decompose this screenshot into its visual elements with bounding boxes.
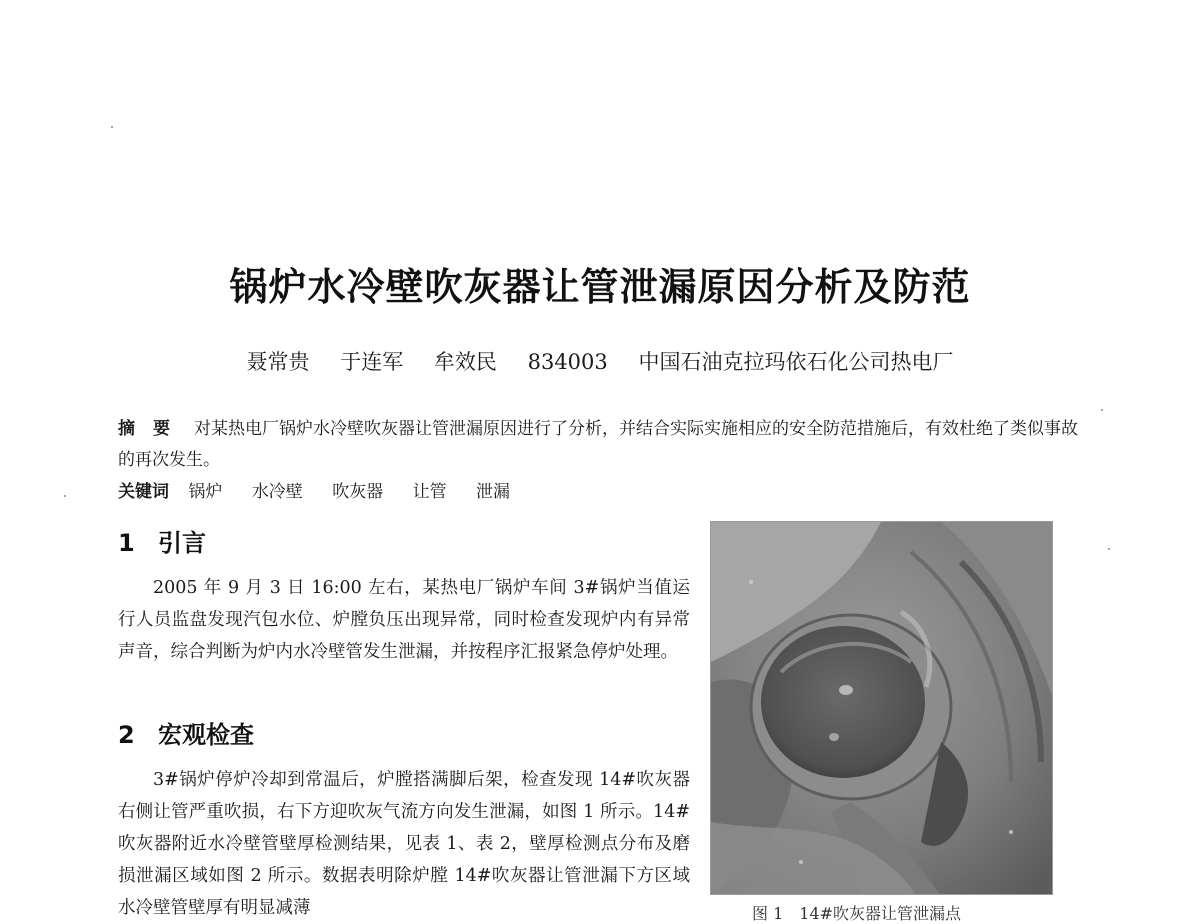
author-name: 聂常贵 [246, 350, 310, 374]
paper-title: 锅炉水冷壁吹灰器让管泄漏原因分析及防范 [229, 265, 971, 309]
author-name: 于连军 [340, 350, 404, 374]
scan-speck [1101, 409, 1103, 411]
author-line [0, 346, 1200, 376]
keyword: 让管 [412, 482, 447, 502]
figure-photo [710, 521, 1053, 895]
keywords-label: 关键词 [118, 482, 169, 502]
section-paragraph: 3#锅炉停炉冷却到常温后，炉膛搭满脚后架，检查发现 14#吹灰器右侧让管严重吹损，右下方迎吹灰气流方向发生泄漏，如图 1 所示。14#吹灰器附近水冷壁管壁厚检测结果，见表 1、表 2，壁厚检测点分布及磨损泄漏区域如图 2 所示。数据表明除炉膛 14#吹灰器让管泄漏下方区域水冷壁管壁厚有明显减薄 [118, 770, 690, 918]
keyword: 水冷壁 [251, 482, 303, 502]
keywords [118, 479, 534, 505]
figure-caption: 图 1 14#吹灰器让管泄漏点 [752, 904, 962, 923]
section-heading [118, 715, 254, 750]
section-number: 2 [118, 721, 135, 749]
section-number: 1 [118, 529, 135, 557]
section-heading [118, 523, 206, 558]
scan-speck [64, 495, 66, 497]
section-title: 宏观检查 [158, 721, 254, 749]
keyword: 泄漏 [476, 482, 511, 502]
postal-code: 834003 [527, 350, 608, 374]
leak-photo-image [711, 522, 1053, 895]
abstract [118, 414, 1084, 476]
keyword: 吹灰器 [332, 482, 384, 502]
scan-speck [1108, 548, 1110, 550]
affiliation: 中国石油克拉玛依石化公司热电厂 [638, 350, 954, 374]
abstract-text: 对某热电厂锅炉水冷壁吹灰器让管泄漏原因进行了分析，并结合实际实施相应的安全防范措施后，有效杜绝了类似事故的再次发生。 [118, 419, 1078, 470]
scan-speck [111, 126, 113, 128]
section-paragraph: 2005 年 9 月 3 日 16:00 左右，某热电厂锅炉车间 3#锅炉当值运行人员监盘发现汽包水位、炉膛负压出现异常，同时检查发现炉内有异常声音，综合判断为炉内水冷壁管发生泄漏，并按程序汇报紧急停炉处理。 [118, 578, 690, 662]
section-title: 引言 [158, 529, 206, 557]
keyword: 锅炉 [188, 482, 223, 502]
abstract-label: 摘要 [118, 419, 188, 439]
author-name: 牟效民 [433, 350, 497, 374]
